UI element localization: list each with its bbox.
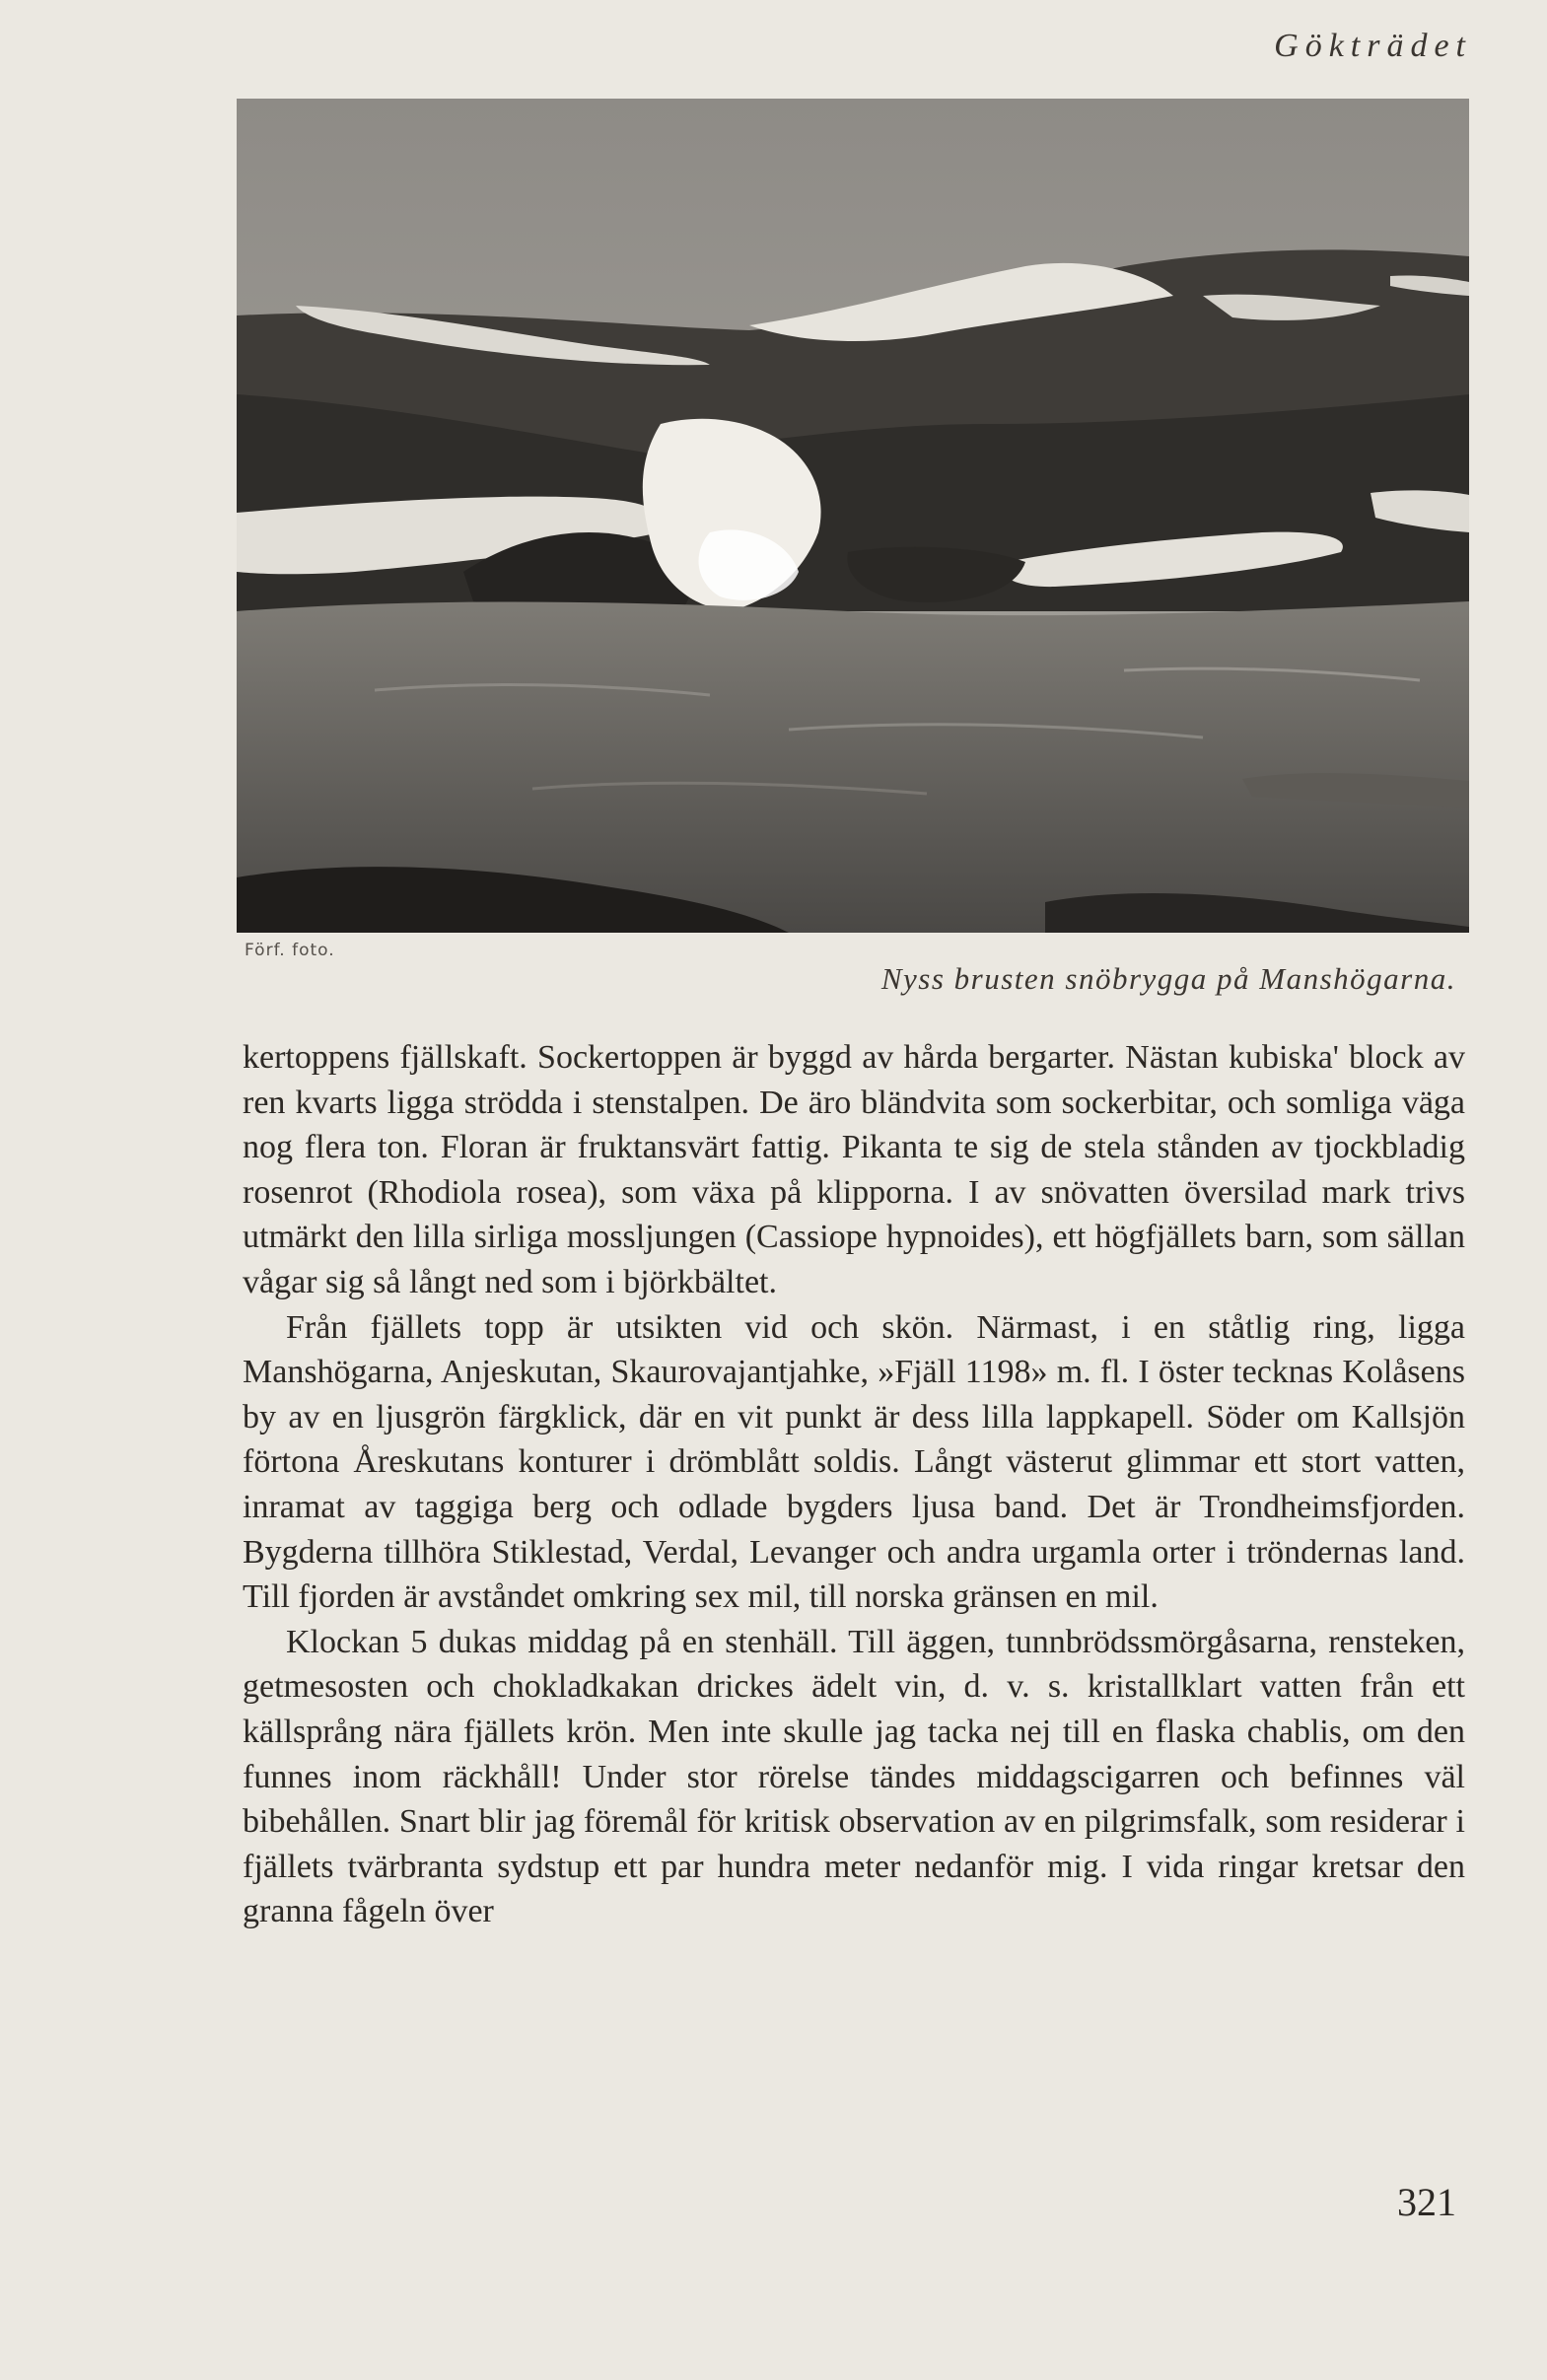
body-text bbox=[243, 1035, 1465, 1934]
page-number: 321 bbox=[1397, 2180, 1456, 2224]
running-header: Gökträdet bbox=[1274, 28, 1472, 64]
paragraph: Från fjällets topp är utsikten vid och skön. Närmast, i en ståtlig ring, ligga Manshögarna, Anjeskutan, Skaurovajantjahke, »Fjäll 1198» m. fl. I öster tecknas Kolåsens by av en ljusgrön färgklick, där en vit punkt är dess lilla lappkapell. Söder om Kallsjön förtona Åreskutans konturer i drömblått soldis. Långt västerut glimmar ett stort vatten, inramat av taggiga berg och odlade bygders ljusa band. Det är Trondheimsfjorden. Bygderna tillhöra Stiklestad, Verdal, Levanger och andra urgamla orter i tröndernas land. Till fjorden är avståndet omkring sex mil, till norska gränsen en mil. bbox=[243, 1308, 1465, 1616]
photo-credit: Förf. foto. bbox=[245, 941, 335, 960]
photo-caption: Nyss brusten snöbrygga på Manshögarna. bbox=[880, 961, 1456, 996]
paragraph: Klockan 5 dukas middag på en stenhäll. Till äggen, tunnbrödssmörgåsarna, rensteken, getmesosten och chokladkakan drickes ädelt vin, d. v. s. kristallklart vatten från ett källsprång nära fjällets krön. Men inte skulle jag tacka nej till en flaska chablis, om den funnes inom räckhåll! Under stor rörelse tändes middagscigarren och befinnes väl bibehållen. Snart blir jag föremål för kritisk observation av en pilgrimsfalk, som residerar i fjällets tvärbranta sydstup ett par hundra meter nedanför mig. I vida ringar kretsar den granna fågeln över bbox=[243, 1623, 1465, 1930]
paragraph: kertoppens fjällskaft. Sockertoppen är byggd av hårda bergarter. Nästan kubiska' block av ren kvarts ligga strödda i stenstalpen. De äro bländvita som sockerbitar, och somliga väga nog flera ton. Floran är fruktansvärt fattig. Pikanta te sig de stela stånden av tjockbladig rosenrot (Rhodiola rosea), som växa på klipporna. I av snövatten översilad mark trivs utmärkt den lilla sirliga mossljungen (Cassiope hypnoides), ett högfjällets barn, som sällan vågar sig så långt ned som i björkbältet. bbox=[243, 1039, 1465, 1300]
photograph-waterfall bbox=[237, 99, 1469, 933]
